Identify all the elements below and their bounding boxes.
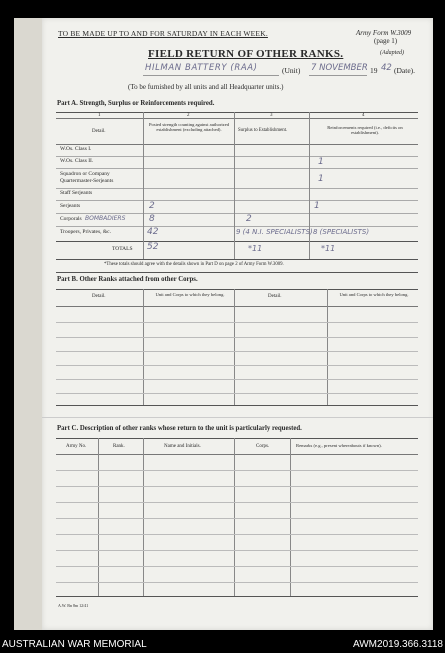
part-c-heading: Part C. Description of other ranks whose return to the unit is particularly requested.	[57, 425, 302, 432]
col-divider	[290, 438, 291, 596]
footer-accession: AWM2019.366.3118	[352, 639, 443, 650]
part-a-heading: Part A. Strength, Surplus or Reinforcements required.	[57, 100, 215, 107]
row-rule	[56, 502, 418, 503]
year-prefix: 19	[370, 66, 378, 75]
col-divider	[309, 112, 310, 259]
row-rule	[56, 200, 418, 201]
col-header-posted: Posted strength counting against authorized establishment (excluding attached).	[148, 122, 230, 133]
part-b-col-detail-2: Detail.	[268, 294, 282, 299]
col-divider	[98, 438, 99, 596]
col-divider	[234, 289, 235, 405]
col-number: 4	[362, 113, 365, 118]
troopers-posted: 42	[147, 227, 159, 237]
col-header-surplus: Surplus to Establishment.	[238, 128, 288, 133]
col-divider	[234, 438, 235, 596]
part-b-col-unit: Unit and Corps to which they belong.	[155, 292, 225, 297]
left-binding-strip	[14, 18, 42, 630]
form-page: (page 1)	[374, 37, 398, 45]
part-a-header-rule	[56, 144, 418, 145]
part-b-col-detail: Detail.	[92, 294, 106, 299]
troopers-reinf: 8 (SPECIALISTS)	[313, 228, 370, 236]
form-adapted: (Adapted)	[380, 50, 404, 56]
part-b-bottom-rule	[56, 405, 418, 406]
perforation-line	[42, 417, 433, 418]
date-underline	[309, 75, 367, 76]
col-divider	[327, 289, 328, 405]
col-number: 3	[270, 113, 273, 118]
part-a-bottom-rule	[56, 259, 418, 260]
part-c-col-rank: Rank.	[113, 444, 125, 449]
form-paper	[42, 18, 433, 630]
corporals-annotation: BOMBADIERS	[85, 215, 126, 222]
col-divider	[143, 289, 144, 405]
col-header-reinf: Reinforcements required (i.e., deficits on establishment).	[327, 125, 403, 136]
total-posted: 52	[147, 242, 159, 252]
row-label-troopers: Troopers, Privates, &c.	[60, 229, 111, 235]
row-rule	[56, 322, 418, 323]
row-label-serjeants: Serjeants	[60, 203, 81, 209]
part-b-top-rule	[56, 272, 418, 273]
row-label-corporals: Corporals	[60, 216, 82, 222]
unit-underline	[143, 75, 279, 76]
part-c-col-corps: Corps.	[256, 444, 270, 449]
unit-value: HILMAN BATTERY (RAA)	[145, 63, 258, 73]
col-number: 2	[187, 113, 190, 118]
row-rule	[56, 168, 418, 169]
row-rule	[56, 470, 418, 471]
corporals-surplus: 2	[246, 214, 252, 224]
print-code: A.W. Bn 8m 12/41	[58, 603, 89, 608]
part-a-num-rule	[56, 118, 418, 119]
row-rule	[56, 213, 418, 214]
row-label-wo1: W.Os. Class I.	[60, 146, 92, 152]
row-rule	[56, 550, 418, 551]
row-rule	[56, 226, 418, 227]
row-rule	[56, 351, 418, 352]
col-header-detail: Detail.	[92, 129, 106, 134]
part-c-col-remarks: Remarks (e.g., present whereabouts if known).	[296, 443, 382, 448]
row-rule	[56, 534, 418, 535]
wo2-reinf: 1	[318, 157, 324, 167]
year-value: 42	[381, 63, 392, 73]
date-label: (Date).	[394, 66, 416, 75]
part-b-header-bottom	[56, 306, 418, 307]
row-label-staff-serjeants: Staff Serjeants	[60, 190, 93, 196]
col-divider	[234, 112, 235, 259]
row-rule	[56, 365, 418, 366]
part-c-col-name: Name and Initials.	[164, 444, 201, 449]
row-label-cqms: Squadron or Company Quartermaster-Serjeants	[60, 171, 114, 184]
serjeants-reinf: 1	[314, 201, 320, 211]
row-rule	[56, 486, 418, 487]
part-c-bottom-rule	[56, 596, 418, 597]
col-divider	[143, 438, 144, 596]
part-b-col-unit-2: Unit and Corps to which they belong.	[339, 292, 409, 297]
cqms-reinf: 1	[318, 174, 324, 184]
footer-institution: AUSTRALIAN WAR MEMORIAL	[2, 639, 147, 650]
row-rule	[56, 393, 418, 394]
page-title: FIELD RETURN OF OTHER RANKS.	[148, 48, 344, 60]
part-c-col-army-no: Army No.	[66, 444, 87, 449]
part-c-header-top	[56, 438, 418, 439]
part-b-header-top	[56, 289, 418, 290]
corporals-posted: 8	[149, 214, 155, 224]
subtitle: (To be furnished by all units and all Headquarter units.)	[128, 83, 284, 91]
col-number: 1	[98, 113, 101, 118]
serjeants-posted: 2	[149, 201, 155, 211]
total-reinf: *11	[321, 244, 336, 253]
row-rule	[56, 156, 418, 157]
troopers-surplus: 9 (4 N.I. SPECIALISTS)	[236, 228, 313, 236]
form-id: Army Form W.3009	[356, 29, 412, 37]
row-rule	[56, 188, 418, 189]
notice-text: TO BE MADE UP TO AND FOR SATURDAY IN EACH WEEK.	[58, 29, 268, 38]
totals-note: *These totals should agree with the details shown in Part D on page 2 of Army Form W.3009.	[104, 262, 284, 267]
row-rule	[56, 566, 418, 567]
row-rule	[56, 582, 418, 583]
unit-label: (Unit)	[282, 66, 301, 75]
col-divider	[143, 112, 144, 259]
part-b-heading: Part B. Other Ranks attached from other Corps.	[57, 276, 198, 283]
row-rule	[56, 337, 418, 338]
row-rule	[56, 379, 418, 380]
row-rule	[56, 518, 418, 519]
part-c-header-bottom	[56, 454, 418, 455]
row-label-wo2: W.Os. Class II.	[60, 158, 94, 164]
date-value: 7 NOVEMBER	[311, 63, 368, 73]
totals-rule	[56, 241, 418, 242]
total-surplus: *11	[248, 244, 263, 253]
totals-label: TOTALS	[112, 246, 133, 252]
